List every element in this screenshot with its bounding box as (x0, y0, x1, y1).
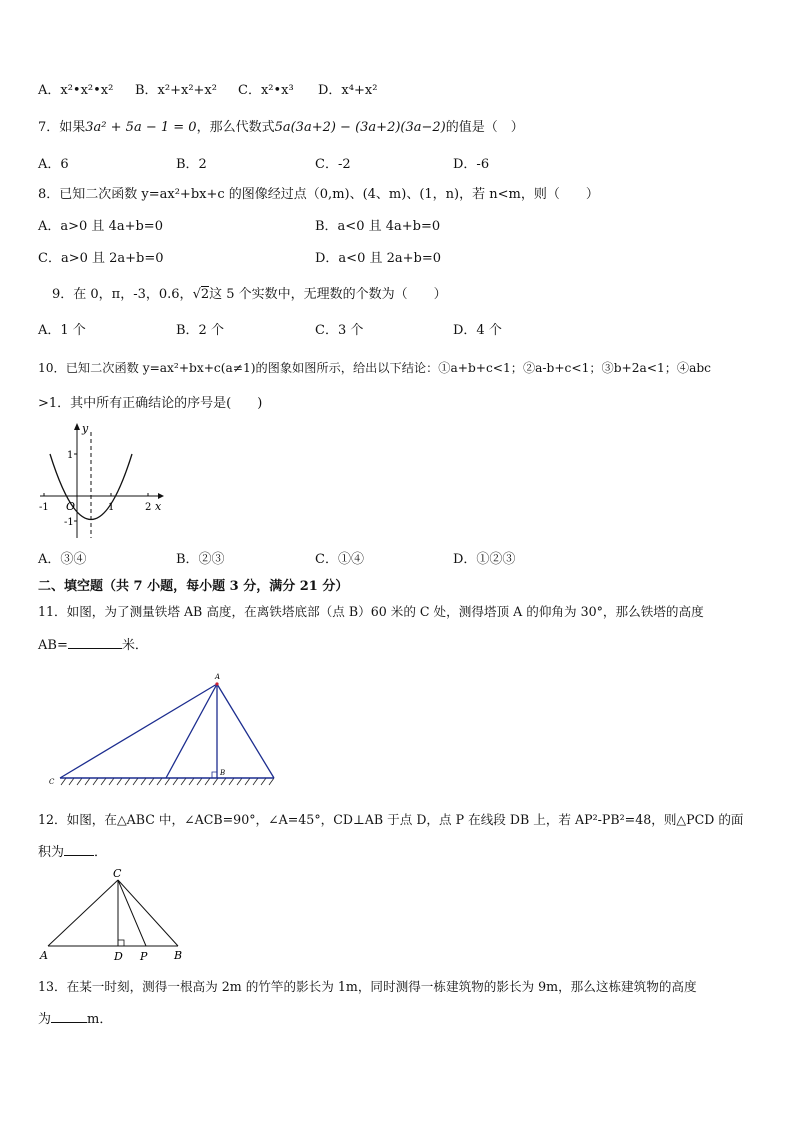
y-axis-arrow (74, 423, 80, 430)
q6-option-b: B．x²+x²+x² (135, 83, 217, 98)
label-b: B (220, 769, 226, 777)
tower-left-edge (166, 684, 217, 778)
q12-prefix: 积为 (38, 845, 65, 860)
q6-option-d: D．x⁴+x² (318, 83, 378, 98)
q12-answer-blank (64, 843, 94, 856)
q8-option-c: C．a>0 且 2a+b=0 (38, 251, 164, 266)
q6-option-c: C．x²•x³ (238, 83, 294, 98)
origin-label: O (66, 500, 76, 513)
sqrt-symbol: √ (192, 287, 201, 302)
label-c: C (49, 778, 55, 786)
q7-suffix: 的值是（ ） (445, 120, 524, 135)
x-tick-neg1-label: -1 (39, 502, 49, 513)
q9-option-d: D．4 个 (453, 323, 502, 338)
label-c: C (113, 867, 122, 880)
label-d: D (114, 950, 123, 963)
q7-option-a: A．6 (38, 157, 69, 172)
q11-question-line1: 11．如图，为了测量铁塔 AB 高度，在离铁塔底部（点 B）60 米的 C 处，测得塔顶 A 的仰角为 30°，那么铁塔的高度 (38, 604, 704, 619)
q7-prefix: 7．如果 (38, 120, 86, 135)
q8-question: 8．已知二次函数 y=ax²+bx+c 的图像经过点（0,m)、(4、m)、(1，n)，若 n<m，则（ ） (38, 187, 599, 202)
q9-question (52, 286, 447, 304)
q10-parabola-graph (36, 420, 171, 542)
q11-prefix: AB= (38, 638, 68, 653)
q7-mid: ，那么代数式 (196, 120, 275, 135)
q7-option-c: C．-2 (315, 157, 351, 172)
q7-option-d: D．-6 (453, 157, 490, 172)
label-b: B (174, 949, 183, 962)
y-axis-label: y (82, 422, 89, 435)
q13-answer-blank (51, 1010, 87, 1023)
q7-question (38, 119, 524, 137)
y-tick-neg1-label: -1 (64, 517, 74, 528)
q8-option-d: D．a<0 且 2a+b=0 (315, 251, 442, 266)
q11-question-line2 (38, 636, 148, 655)
q10-option-d: D．①②③ (453, 552, 516, 567)
line-ca (60, 684, 217, 778)
x-axis-arrow (158, 493, 164, 499)
right-angle-mark-d (118, 940, 124, 946)
q10-option-b: B．②③ (176, 552, 225, 567)
q7-condition: 3a² + 5a − 1 = 0 (85, 120, 197, 135)
q10-option-c: C．①④ (315, 552, 364, 567)
q10-question-line2: >1．其中所有正确结论的序号是( ) (38, 396, 263, 411)
q13-suffix: m． (87, 1012, 113, 1027)
x-tick-2-label: 2 (145, 502, 152, 513)
q9-sqrt-radicand: 2 (200, 287, 210, 302)
side-ac (48, 880, 118, 946)
q9-option-b: B．2 个 (176, 323, 224, 338)
q8-option-a: A．a>0 且 4a+b=0 (38, 219, 163, 234)
x-tick-1-label: 1 (108, 502, 115, 513)
q12-question-line2 (38, 843, 107, 862)
q11-tower-diagram (46, 668, 282, 790)
q12-triangle-diagram (36, 866, 196, 964)
q13-prefix: 为 (38, 1012, 52, 1027)
point-a (215, 682, 218, 685)
q12-suffix: ． (94, 845, 108, 860)
label-p: P (140, 950, 148, 963)
q8-option-b: B．a<0 且 4a+b=0 (315, 219, 441, 234)
q11-suffix: 米． (121, 638, 148, 653)
q6-option-a: A．x²•x²•x² (38, 83, 114, 98)
q9-after: 这 5 个实数中，无理数的个数为（ ） (209, 287, 447, 302)
segment-cp (118, 880, 146, 946)
tower-right-edge (217, 684, 274, 778)
right-angle-mark (212, 772, 217, 778)
q13-question-line2 (38, 1010, 112, 1029)
q13-question-line1: 13．在某一时刻，测得一根高为 2m 的竹竿的影长为 1m，同时测得一栋建筑物的影长为 9m，那么这栋建筑物的高度 (38, 979, 697, 994)
q9-before: 9．在 0，π，-3，0.6， (52, 287, 193, 302)
q12-question-line1: 12．如图，在△ABC 中，∠ACB=90°，∠A=45°，CD⊥AB 于点 D，点 P 在线段 DB 上，若 AP²-PB²=48，则△PCD 的面 (38, 812, 744, 827)
q9-option-c: C．3 个 (315, 323, 364, 338)
ground-hatching (61, 778, 274, 785)
q10-option-a: A．③④ (38, 552, 87, 567)
side-cb (118, 880, 178, 946)
x-axis-label: x (155, 500, 162, 513)
label-a: A (215, 673, 221, 681)
q7-option-b: B．2 (176, 157, 207, 172)
y-tick-1-label: 1 (67, 450, 74, 461)
q7-expression: 5a(3a+2) − (3a+2)(3a−2) (274, 120, 446, 135)
q10-question-line1: 10．已知二次函数 y=ax²+bx+c(a≠1)的图象如图所示，给出以下结论：①a+b+c<1；②a-b+c<1；③b+2a<1；④abc (38, 361, 711, 375)
q9-option-a: A．1 个 (38, 323, 86, 338)
section-heading-fill-in: 二、填空题（共 7 小题，每小题 3 分，满分 21 分） (38, 579, 349, 594)
q11-answer-blank (68, 636, 122, 649)
label-a: A (40, 949, 48, 962)
